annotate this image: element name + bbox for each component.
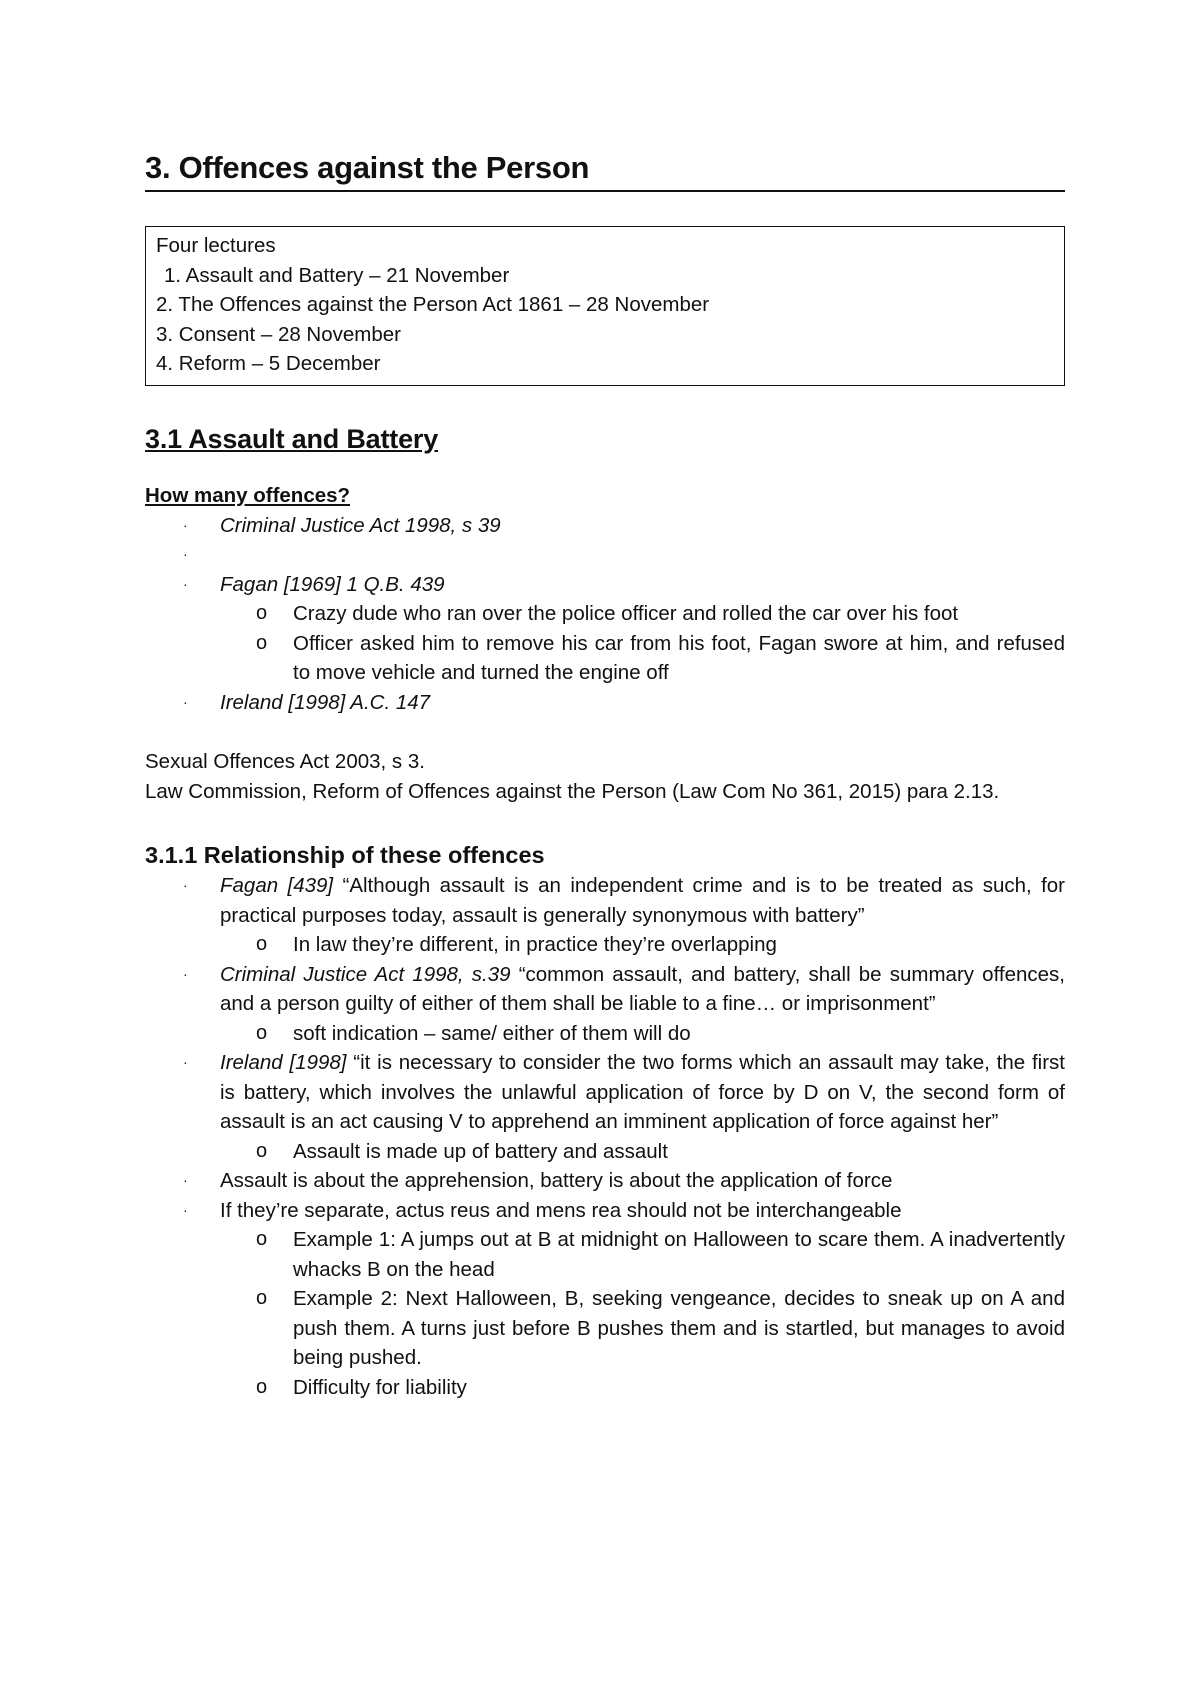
sub-item-text: Difficulty for liability: [293, 1375, 467, 1399]
reference-line: Sexual Offences Act 2003, s 3.: [145, 750, 425, 773]
item-text: “it is necessary to consider the two forms which an assault may take, the first is battery, which involves the unlawful application of force by D on V, the second form of assault is an act causing V to apprehend an imminent application of force against her”: [220, 1051, 1065, 1133]
references-block: [145, 747, 1065, 806]
list-item: [183, 1196, 1065, 1403]
sub-list-item: [256, 1284, 1065, 1373]
lecture-item-4: 4. Reform – 5 December: [156, 352, 381, 375]
circle-bullet-icon: o: [256, 933, 268, 955]
item-text: “common assault, and battery, shall be summary offences, and a person guilty of either of them shall be liable to a fine… or imprisonment”: [220, 962, 1066, 1015]
bullet-icon: ·: [183, 877, 188, 893]
citation: Criminal Justice Act 1998, s.39: [220, 962, 511, 986]
citation: Fagan [439]: [220, 874, 334, 897]
bullet-icon: ·: [183, 693, 188, 710]
section-heading-3-1-1: 3.1.1 Relationship of these offences: [145, 842, 545, 868]
bullet-icon: ·: [183, 546, 188, 562]
lecture-box-heading: Four lectures: [156, 234, 276, 257]
reference-line: Law Commission, Reform of Offences against the Person (Law Com No 361, 2015) para 2.13.: [145, 779, 1000, 803]
circle-bullet-icon: o: [256, 1139, 268, 1162]
sub-list: [220, 1137, 1065, 1167]
fagan-sub-list: [220, 599, 1065, 688]
document-page: [145, 150, 1065, 1402]
citation: Ireland [1998]: [220, 1051, 347, 1074]
sub-item-text: Assault is made up of battery and assault: [293, 1139, 668, 1163]
bullet-icon: ·: [183, 575, 188, 592]
list-item-empty: [183, 540, 1065, 570]
sub-list: [220, 930, 1065, 960]
lecture-item-2: 2. The Offences against the Person Act 1861 – 28 November: [156, 293, 710, 316]
sub-item-text: Officer asked him to remove his car from his foot, Fagan swore at him, and refused to move vehicle and turned the engine off: [293, 631, 1065, 684]
list-item: [183, 1166, 1065, 1196]
sub-list-item: [256, 1225, 1065, 1284]
lecture-schedule-box: [145, 226, 1065, 386]
sub-list-item: [256, 629, 1065, 688]
document-title: 3. Offences against the Person: [145, 150, 1065, 192]
sub-list: [220, 1225, 1065, 1402]
sub-list: [220, 1019, 1065, 1049]
bullet-icon: ·: [183, 1201, 188, 1218]
sub-list-item: [256, 1019, 1065, 1049]
list-item: [183, 570, 1065, 688]
sub-list-item: [256, 1137, 1065, 1167]
list-item: [183, 511, 1065, 541]
sub-list-item: [256, 930, 1065, 960]
item-text: If they’re separate, actus reus and mens rea should not be interchangeable: [220, 1198, 902, 1222]
item-text: “Although assault is an independent crime and is to be treated as such, for practical purposes today, assault is generally synonymous with battery”: [220, 874, 1065, 927]
sub-item-text: soft indication – same/ either of them will do: [293, 1021, 691, 1045]
lecture-item-3: 3. Consent – 28 November: [156, 322, 401, 346]
list-item: [183, 960, 1066, 1049]
subheading-how-many-offences: How many offences?: [145, 483, 351, 507]
citation-ireland: Ireland [1998] A.C. 147: [220, 690, 431, 714]
sub-item-text: Crazy dude who ran over the police officer and rolled the car over his foot: [293, 602, 959, 625]
citation-cja-1998: Criminal Justice Act 1998, s 39: [220, 513, 501, 537]
sub-list-item: [256, 599, 1065, 629]
circle-bullet-icon: o: [256, 1375, 268, 1398]
item-text: Assault is about the apprehension, battery is about the application of force: [220, 1169, 893, 1192]
bullet-icon: ·: [183, 1054, 188, 1070]
circle-bullet-icon: o: [256, 602, 268, 624]
citation-fagan: Fagan [1969] 1 Q.B. 439: [220, 572, 445, 596]
circle-bullet-icon: o: [256, 1021, 268, 1044]
offences-list: [145, 511, 1065, 718]
section-heading-3-1: 3.1 Assault and Battery: [145, 423, 439, 454]
bullet-icon: ·: [183, 965, 188, 982]
bullet-icon: ·: [183, 516, 188, 533]
sub-item-text: Example 2: Next Halloween, B, seeking vengeance, decides to sneak up on A and push them. A turns just before B pushes them and is startled, but manages to avoid being pushed.: [293, 1287, 1065, 1369]
lecture-item-1: 1. Assault and Battery – 21 November: [164, 263, 510, 287]
bullet-icon: ·: [183, 1172, 188, 1188]
list-item: [183, 871, 1065, 960]
sub-list-item: [256, 1373, 1065, 1403]
relationship-list: [145, 871, 1065, 1402]
circle-bullet-icon: o: [256, 631, 268, 654]
list-item: [183, 1048, 1065, 1166]
circle-bullet-icon: o: [256, 1228, 268, 1250]
sub-item-text: In law they’re different, in practice they’re overlapping: [293, 933, 777, 956]
sub-item-text: Example 1: A jumps out at B at midnight on Halloween to scare them. A inadvertently whacks B on the head: [293, 1228, 1065, 1281]
circle-bullet-icon: o: [256, 1287, 268, 1309]
list-item: [183, 688, 1065, 718]
